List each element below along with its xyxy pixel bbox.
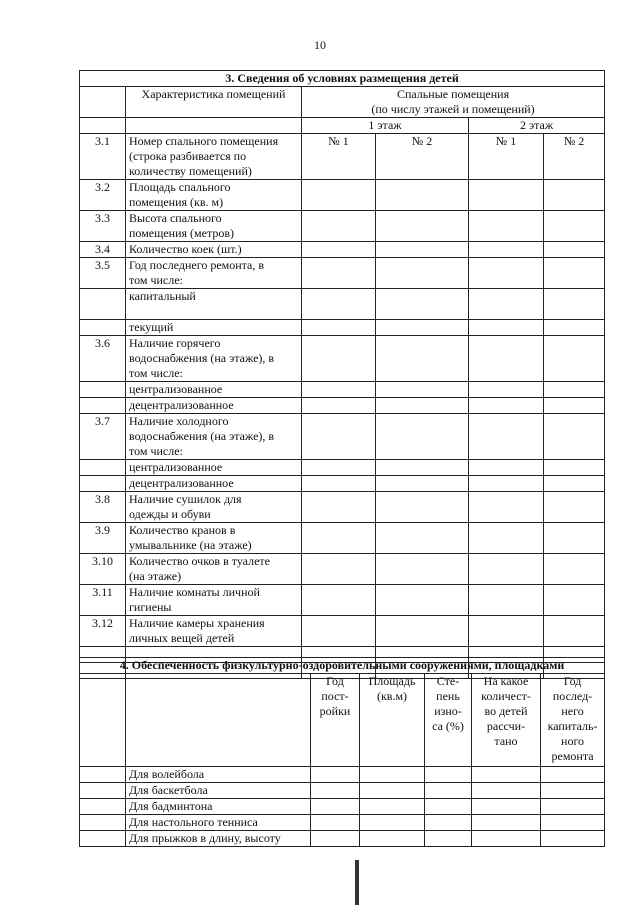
value-cell (544, 460, 605, 476)
row-label: Количество очков в туалете (на этаже) (126, 554, 302, 585)
section4-header: Год послед- него капиталь- ного ремонта (541, 674, 605, 767)
row-label: децентрализованное (126, 398, 302, 414)
value-cell (544, 180, 605, 211)
value-cell (425, 831, 472, 847)
table-row (80, 554, 605, 585)
row-number: 3.4 (80, 242, 126, 258)
value-cell (376, 180, 469, 211)
value-cell (469, 585, 544, 616)
section4-header: Сте- пень изно- са (%) (425, 674, 472, 767)
row-label: Наличие комнаты личной гигиены (126, 585, 302, 616)
value-cell (544, 258, 605, 289)
table-row (80, 258, 605, 289)
value-cell (544, 554, 605, 585)
table-row (80, 242, 605, 258)
value-cell: № 1 (469, 134, 544, 180)
row-label: Наличие камеры хранения личных вещей детей (126, 616, 302, 647)
section4-header: Площадь (кв.м) (360, 674, 425, 767)
value-cell (425, 815, 472, 831)
row-number: 3.6 (80, 336, 126, 382)
row-number (80, 320, 126, 336)
value-cell (544, 242, 605, 258)
section4-title: 4. Обеспеченность физкультурно-оздоровительными сооружениями, площадками (80, 658, 605, 674)
value-cell (376, 585, 469, 616)
value-cell (302, 554, 376, 585)
table-row (80, 585, 605, 616)
value-cell (541, 799, 605, 815)
row-number (80, 382, 126, 398)
value-cell (376, 523, 469, 554)
value-cell (376, 492, 469, 523)
value-cell (376, 616, 469, 647)
row-label: Количество коек (шт.) (126, 242, 302, 258)
row-label: централизованное (126, 382, 302, 398)
value-cell (302, 336, 376, 382)
value-cell (469, 336, 544, 382)
value-cell (544, 320, 605, 336)
value-cell (469, 258, 544, 289)
value-cell (376, 336, 469, 382)
value-cell (376, 398, 469, 414)
table-row (80, 476, 605, 492)
facility-label: Для волейбола (126, 767, 311, 783)
value-cell (302, 476, 376, 492)
table-row (80, 211, 605, 242)
value-cell: № 1 (302, 134, 376, 180)
table-row (80, 289, 605, 320)
value-cell (541, 767, 605, 783)
value-cell (472, 783, 541, 799)
row-label: Количество кранов в умывальнике (на этаже) (126, 523, 302, 554)
binding-mark (355, 860, 359, 905)
value-cell (544, 211, 605, 242)
table-row (80, 180, 605, 211)
value-cell (469, 211, 544, 242)
value-cell (302, 398, 376, 414)
table-row (80, 398, 605, 414)
header-floor1: 1 этаж (302, 118, 469, 134)
value-cell (311, 799, 360, 815)
row-number (80, 460, 126, 476)
value-cell (302, 414, 376, 460)
row-label: Высота спального помещения (метров) (126, 211, 302, 242)
header-bedrooms: Спальные помещения (по числу этажей и помещений) (302, 87, 605, 118)
row-number: 3.8 (80, 492, 126, 523)
table-row (80, 336, 605, 382)
row-number: 3.10 (80, 554, 126, 585)
value-cell (544, 492, 605, 523)
value-cell (472, 831, 541, 847)
value-cell (302, 492, 376, 523)
value-cell (376, 476, 469, 492)
value-cell (544, 382, 605, 398)
value-cell (472, 767, 541, 783)
value-cell (360, 783, 425, 799)
row-number: 3.9 (80, 523, 126, 554)
table-row (80, 815, 605, 831)
value-cell (425, 783, 472, 799)
row-label: Наличие сушилок для одежды и обуви (126, 492, 302, 523)
value-cell (469, 398, 544, 414)
row-label: Наличие горячего водоснабжения (на этаже), в том числе: (126, 336, 302, 382)
row-label: децентрализованное (126, 476, 302, 492)
value-cell (302, 460, 376, 476)
value-cell (302, 320, 376, 336)
table-row (80, 134, 605, 180)
section3-table (79, 70, 605, 679)
value-cell (544, 336, 605, 382)
value-cell (469, 554, 544, 585)
value-cell (469, 460, 544, 476)
value-cell (376, 554, 469, 585)
value-cell (302, 616, 376, 647)
value-cell (544, 414, 605, 460)
value-cell (469, 289, 544, 320)
row-number: 3.2 (80, 180, 126, 211)
value-cell (469, 523, 544, 554)
table-row (80, 523, 605, 554)
value-cell: № 2 (376, 134, 469, 180)
value-cell (469, 242, 544, 258)
value-cell (302, 242, 376, 258)
value-cell (544, 585, 605, 616)
header-floor2: 2 этаж (469, 118, 605, 134)
value-cell (311, 783, 360, 799)
value-cell (472, 799, 541, 815)
value-cell (472, 815, 541, 831)
value-cell (376, 414, 469, 460)
value-cell (302, 180, 376, 211)
value-cell (469, 382, 544, 398)
table-row (80, 767, 605, 783)
value-cell (425, 767, 472, 783)
value-cell (469, 320, 544, 336)
section4-table (79, 657, 605, 847)
value-cell (302, 523, 376, 554)
value-cell (544, 523, 605, 554)
value-cell: № 2 (544, 134, 605, 180)
value-cell (469, 616, 544, 647)
facility-label: Для настольного тенниса (126, 815, 311, 831)
section3-title: 3. Сведения об условиях размещения детей (80, 71, 605, 87)
value-cell (302, 585, 376, 616)
row-number: 3.12 (80, 616, 126, 647)
value-cell (541, 815, 605, 831)
row-number: 3.5 (80, 258, 126, 289)
value-cell (302, 211, 376, 242)
row-number: 3.7 (80, 414, 126, 460)
row-number (80, 476, 126, 492)
value-cell (544, 476, 605, 492)
row-number (80, 398, 126, 414)
value-cell (544, 398, 605, 414)
value-cell (376, 382, 469, 398)
header-characteristic: Характеристика помещений (126, 87, 302, 118)
value-cell (311, 767, 360, 783)
facility-label: Для бадминтона (126, 799, 311, 815)
row-label: централизованное (126, 460, 302, 476)
value-cell (469, 180, 544, 211)
value-cell (360, 799, 425, 815)
value-cell (544, 289, 605, 320)
value-cell (360, 767, 425, 783)
row-label: Номер спального помещения (строка разбивается по количеству помещений) (126, 134, 302, 180)
value-cell (376, 258, 469, 289)
row-number (80, 289, 126, 320)
value-cell (376, 242, 469, 258)
value-cell (425, 799, 472, 815)
section4-header: На какое количест- во детей рассчи- тано (472, 674, 541, 767)
table-row (80, 382, 605, 398)
value-cell (376, 320, 469, 336)
row-number: 3.1 (80, 134, 126, 180)
value-cell (541, 783, 605, 799)
value-cell (376, 460, 469, 476)
value-cell (469, 476, 544, 492)
value-cell (376, 289, 469, 320)
row-label: текущий (126, 320, 302, 336)
table-row (80, 414, 605, 460)
value-cell (302, 382, 376, 398)
row-label: капитальный (126, 289, 302, 320)
table-row (80, 799, 605, 815)
row-label: Площадь спального помещения (кв. м) (126, 180, 302, 211)
section4-header: Год пост- ройки (311, 674, 360, 767)
row-number: 3.11 (80, 585, 126, 616)
row-number: 3.3 (80, 211, 126, 242)
facility-label: Для баскетбола (126, 783, 311, 799)
row-label: Наличие холодного водоснабжения (на этаже), в том числе: (126, 414, 302, 460)
value-cell (469, 492, 544, 523)
value-cell (360, 831, 425, 847)
facility-label: Для прыжков в длину, высоту (126, 831, 311, 847)
value-cell (469, 414, 544, 460)
value-cell (541, 831, 605, 847)
table-row (80, 783, 605, 799)
value-cell (544, 616, 605, 647)
value-cell (311, 831, 360, 847)
page-number: 10 (314, 38, 326, 52)
value-cell (311, 815, 360, 831)
table-row (80, 492, 605, 523)
value-cell (376, 211, 469, 242)
value-cell (302, 289, 376, 320)
row-label: Год последнего ремонта, в том числе: (126, 258, 302, 289)
value-cell (360, 815, 425, 831)
table-row (80, 616, 605, 647)
table-row (80, 831, 605, 847)
section4-header-row (80, 674, 605, 767)
value-cell (302, 258, 376, 289)
table-row (80, 320, 605, 336)
table-row (80, 460, 605, 476)
